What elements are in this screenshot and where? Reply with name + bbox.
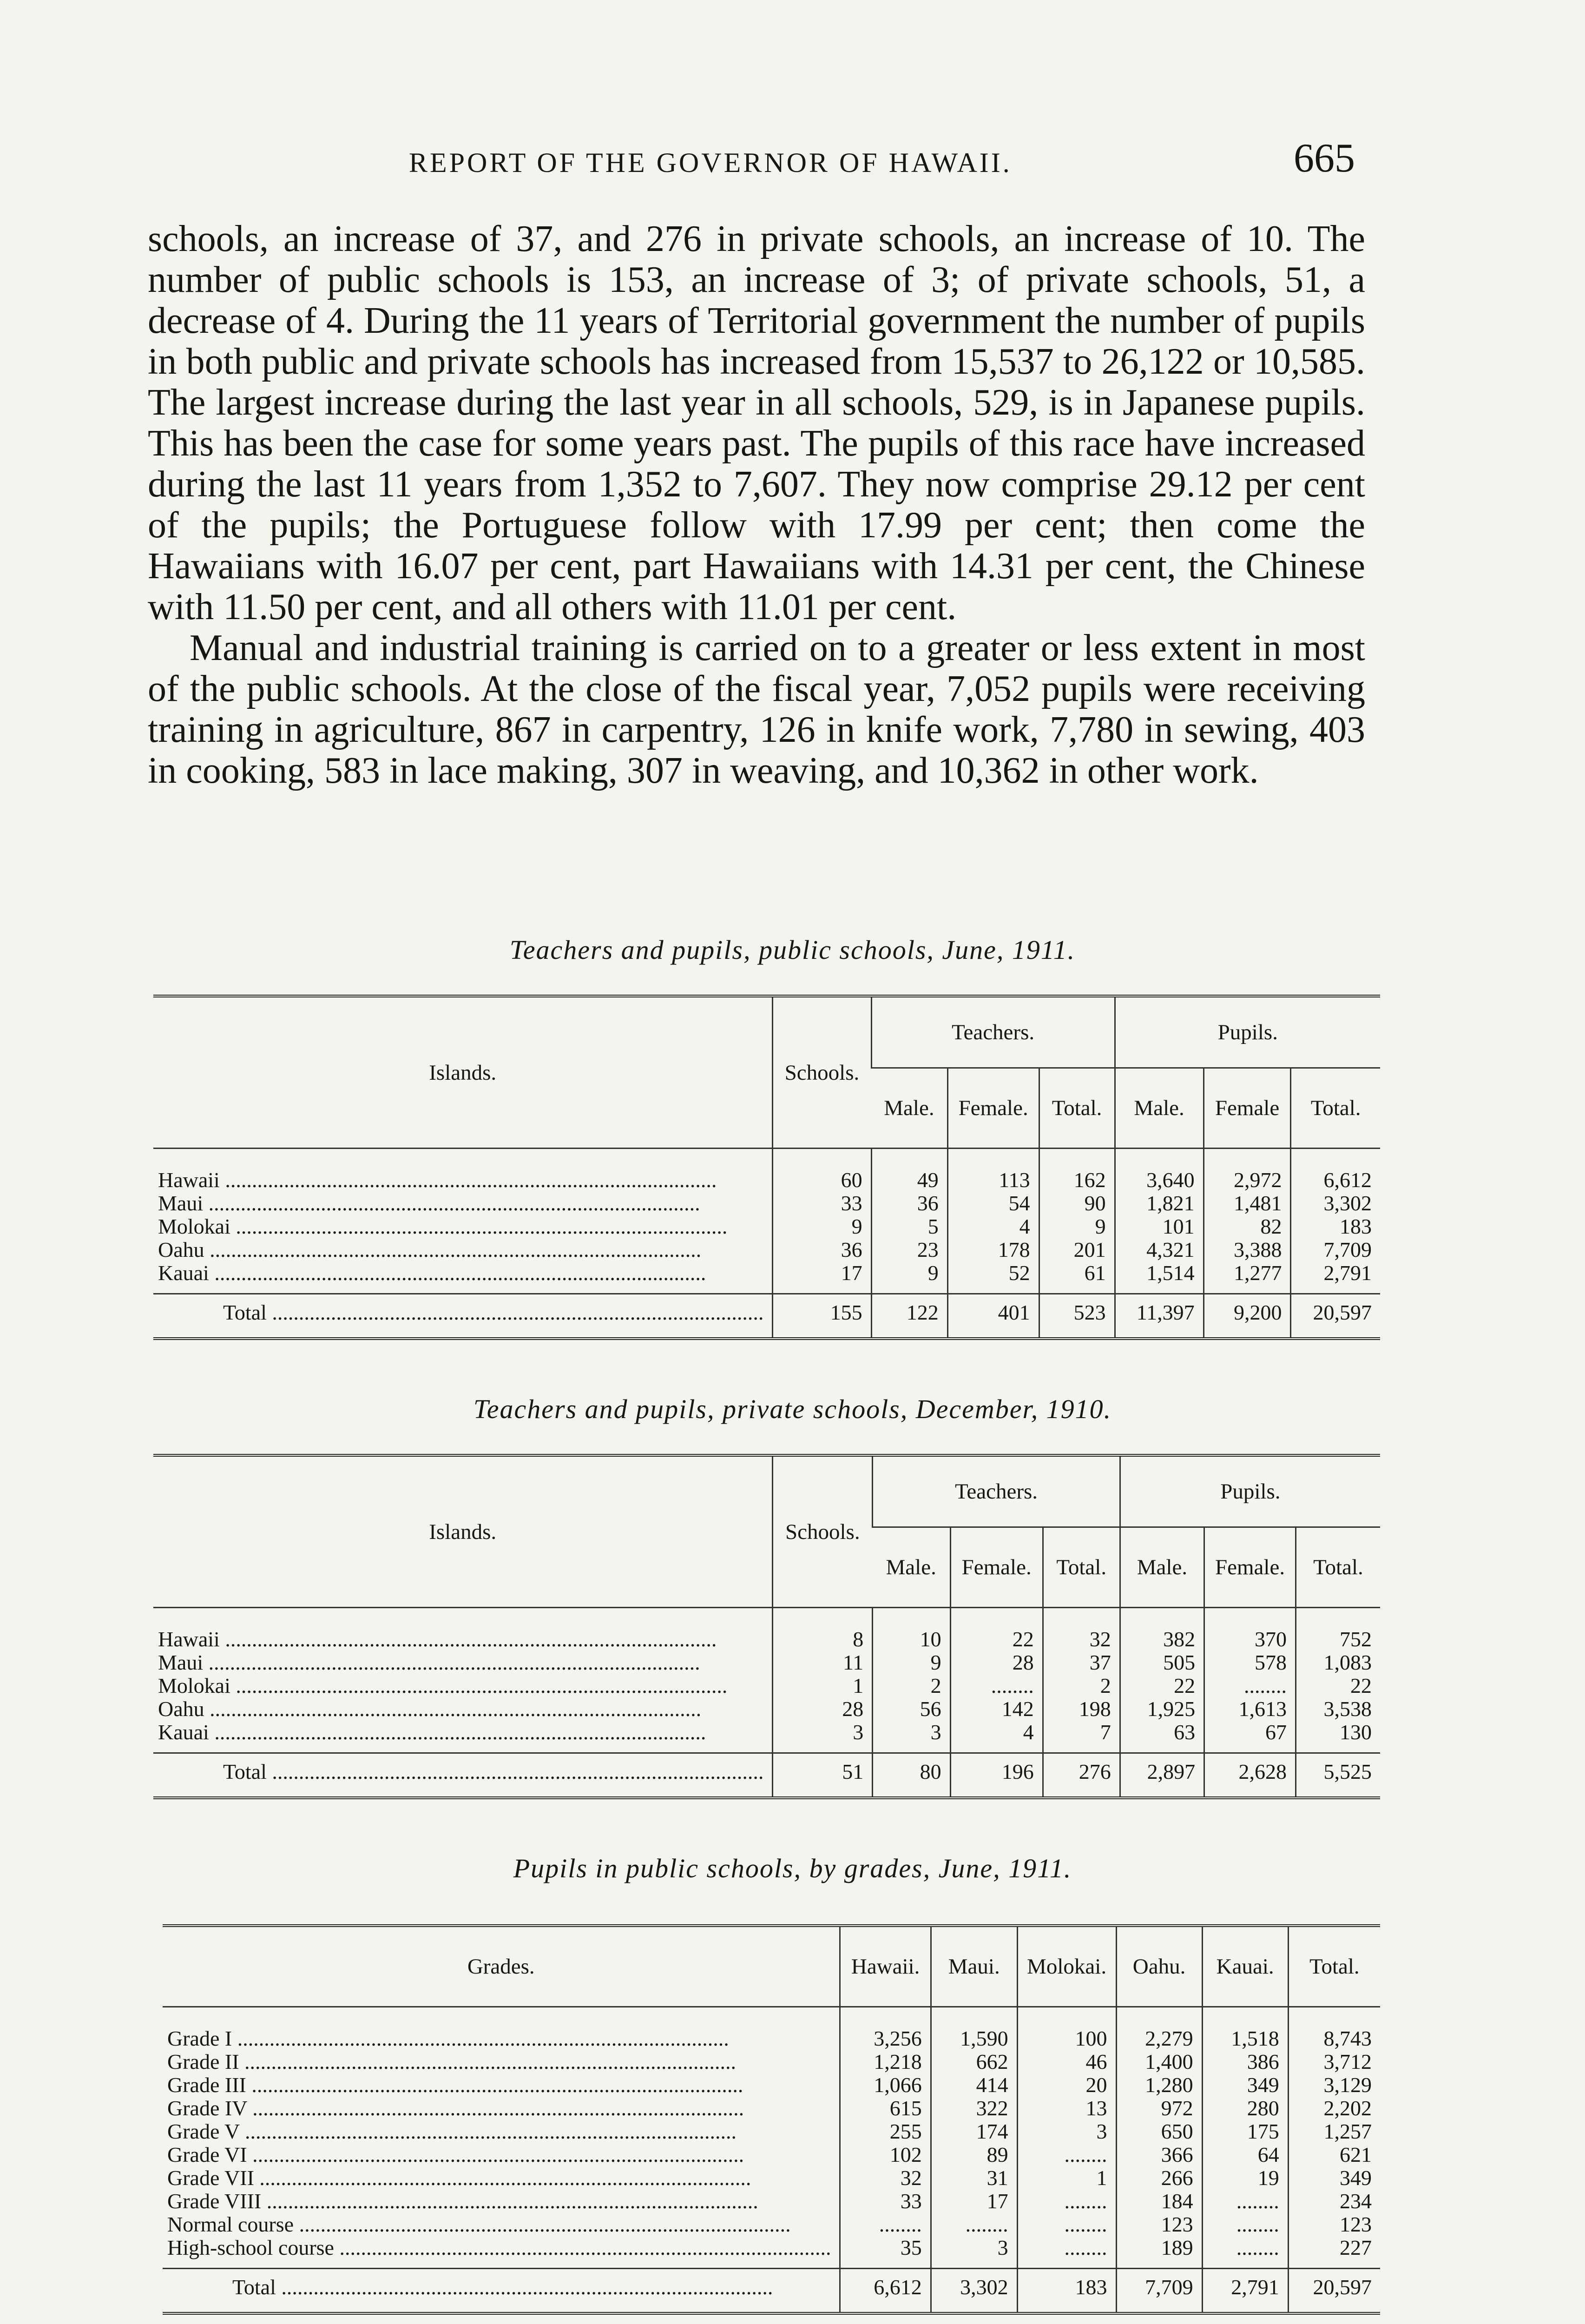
cell-hawaii: 1,218 bbox=[840, 2050, 931, 2073]
row-label bbox=[153, 1149, 773, 1192]
row-label-text: Grade III ..... bbox=[167, 2073, 831, 2097]
cell-p_total: 3,302 bbox=[1291, 1192, 1380, 1215]
header-grades: Grades. bbox=[163, 1926, 840, 2007]
total-maui: 3,302 bbox=[931, 2269, 1017, 2314]
cell-t_female: 142 bbox=[950, 1697, 1043, 1721]
cell-total: 8,743 bbox=[1288, 2007, 1380, 2051]
header-teachers-female: Female. bbox=[950, 1527, 1043, 1608]
cell-kauai: 349 bbox=[1202, 2073, 1288, 2097]
row-label-text: Grade VII ..... bbox=[167, 2166, 831, 2190]
row-label bbox=[163, 2097, 840, 2120]
cell-total: 2,202 bbox=[1288, 2097, 1380, 2120]
row-label bbox=[153, 1674, 773, 1697]
total-label bbox=[153, 1294, 773, 1339]
cell-total: 621 bbox=[1288, 2143, 1380, 2166]
table-row bbox=[163, 2007, 1380, 2051]
cell-oahu: 266 bbox=[1116, 2166, 1202, 2190]
table-row bbox=[163, 2166, 1380, 2190]
running-head: REPORT OF THE GOVERNOR OF HAWAII. bbox=[409, 147, 1012, 178]
cell-total: 234 bbox=[1288, 2190, 1380, 2213]
table-row bbox=[163, 2236, 1380, 2269]
cell-maui: 3 bbox=[931, 2236, 1017, 2269]
cell-maui: 414 bbox=[931, 2073, 1017, 2097]
cell-p_male: 1,821 bbox=[1115, 1192, 1204, 1215]
cell-hawaii: ........ bbox=[840, 2213, 931, 2236]
header-maui: Maui. bbox=[931, 1926, 1017, 2007]
cell-schools: 60 bbox=[773, 1149, 871, 1192]
total-t_female: 196 bbox=[950, 1753, 1043, 1798]
cell-schools: 9 bbox=[773, 1215, 871, 1238]
cell-t_total: 2 bbox=[1043, 1674, 1120, 1697]
cell-p_total: 7,709 bbox=[1291, 1238, 1380, 1261]
cell-maui: 174 bbox=[931, 2120, 1017, 2143]
cell-maui: 322 bbox=[931, 2097, 1017, 2120]
table-row bbox=[163, 2050, 1380, 2073]
paragraph-1: schools, an increase of 37, and 276 in private schools, an increase of 10. The number of public schools is 153, an increase of 3; of private schools, 51, a decrease of 4. During the 11 years of Territorial government the number of pupils in both public and private schools has increased from 15,537 to 26,122 or 10,585. The largest increase during the last year in all schools, 529, is in Japanese pupils. This has been the case for some years past. The pupils of this race have increased during the last 11 years from 1,352 to 7,607. They now comprise 29.12 per cent of the pupils; the Portuguese follow with 17.99 per cent; then come the Hawaiians with 16.07 per cent, part Hawaiians with 14.31 per cent, the Chinese with 11.50 per cent, and all others with 11.01 per cent. bbox=[148, 218, 1365, 627]
total-label bbox=[153, 1753, 773, 1798]
table-row bbox=[153, 1192, 1380, 1215]
table-row bbox=[153, 1697, 1380, 1721]
cell-t_total: 90 bbox=[1039, 1192, 1115, 1215]
cell-schools: 17 bbox=[773, 1261, 871, 1294]
total-label-text: Total ..... bbox=[232, 2276, 831, 2299]
cell-total: 123 bbox=[1288, 2213, 1380, 2236]
table-row bbox=[153, 1721, 1380, 1753]
row-label-text: Grade II ..... bbox=[167, 2050, 831, 2073]
cell-oahu: 972 bbox=[1116, 2097, 1202, 2120]
table-row bbox=[153, 1608, 1380, 1651]
cell-schools: 28 bbox=[773, 1697, 873, 1721]
cell-hawaii: 33 bbox=[840, 2190, 931, 2213]
row-label-text: Grade VI ..... bbox=[167, 2143, 831, 2166]
total-kauai: 2,791 bbox=[1202, 2269, 1288, 2314]
cell-molokai: 20 bbox=[1017, 2073, 1116, 2097]
cell-schools: 11 bbox=[773, 1651, 873, 1674]
cell-t_male: 36 bbox=[871, 1192, 947, 1215]
row-label-text: Hawaii ..... bbox=[158, 1628, 763, 1651]
total-t_male: 122 bbox=[871, 1294, 947, 1339]
total-row bbox=[163, 2269, 1380, 2314]
cell-t_male: 10 bbox=[873, 1608, 950, 1651]
cell-p_male: 63 bbox=[1120, 1721, 1204, 1753]
cell-p_female: 67 bbox=[1204, 1721, 1296, 1753]
cell-schools: 1 bbox=[773, 1674, 873, 1697]
cell-maui: 1,590 bbox=[931, 2007, 1017, 2051]
row-label bbox=[153, 1215, 773, 1238]
cell-oahu: 650 bbox=[1116, 2120, 1202, 2143]
cell-t_total: 7 bbox=[1043, 1721, 1120, 1753]
header-molokai: Molokai. bbox=[1017, 1926, 1116, 2007]
header-pupils-total: Total. bbox=[1291, 1068, 1380, 1149]
total-row bbox=[153, 1753, 1380, 1798]
total-p_total: 20,597 bbox=[1291, 1294, 1380, 1339]
table-row bbox=[153, 1651, 1380, 1674]
table-row bbox=[163, 2120, 1380, 2143]
cell-kauai: 280 bbox=[1202, 2097, 1288, 2120]
cell-p_female: 2,972 bbox=[1204, 1149, 1291, 1192]
row-label-text: Maui ..... bbox=[158, 1651, 763, 1674]
cell-oahu: 1,280 bbox=[1116, 2073, 1202, 2097]
cell-molokai: 3 bbox=[1017, 2120, 1116, 2143]
row-label-text: Grade I ..... bbox=[167, 2027, 831, 2050]
cell-kauai: 175 bbox=[1202, 2120, 1288, 2143]
cell-maui: ........ bbox=[931, 2213, 1017, 2236]
row-label-text: Oahu ..... bbox=[158, 1697, 763, 1721]
cell-hawaii: 1,066 bbox=[840, 2073, 931, 2097]
cell-p_female: 578 bbox=[1204, 1651, 1296, 1674]
cell-p_total: 183 bbox=[1291, 1215, 1380, 1238]
header-islands: Islands. bbox=[153, 996, 773, 1149]
row-label bbox=[163, 2190, 840, 2213]
row-label bbox=[153, 1238, 773, 1261]
page-number: 665 bbox=[1294, 136, 1355, 181]
grades-table bbox=[163, 1924, 1380, 2315]
cell-molokai: 100 bbox=[1017, 2007, 1116, 2051]
cell-schools: 36 bbox=[773, 1238, 871, 1261]
row-label-text: Molokai ..... bbox=[158, 1215, 763, 1238]
header-teachers-total: Total. bbox=[1039, 1068, 1115, 1149]
table-row bbox=[163, 2143, 1380, 2166]
total-t_female: 401 bbox=[947, 1294, 1039, 1339]
row-label-text: High-school course ..... bbox=[167, 2236, 831, 2259]
total-t_total: 523 bbox=[1039, 1294, 1115, 1339]
header-teachers: Teachers. bbox=[873, 1455, 1120, 1527]
header-schools: Schools. bbox=[773, 1455, 873, 1608]
cell-p_female: 3,388 bbox=[1204, 1238, 1291, 1261]
cell-t_male: 49 bbox=[871, 1149, 947, 1192]
cell-kauai: ........ bbox=[1202, 2213, 1288, 2236]
cell-p_female: 1,277 bbox=[1204, 1261, 1291, 1294]
row-label-text: Normal course ..... bbox=[167, 2213, 831, 2236]
cell-p_total: 1,083 bbox=[1296, 1651, 1380, 1674]
cell-p_total: 22 bbox=[1296, 1674, 1380, 1697]
cell-oahu: 1,400 bbox=[1116, 2050, 1202, 2073]
table-row bbox=[163, 2213, 1380, 2236]
cell-total: 3,712 bbox=[1288, 2050, 1380, 2073]
header-pupils-female: Female. bbox=[1204, 1527, 1296, 1608]
total-t_male: 80 bbox=[873, 1753, 950, 1798]
header-teachers-female: Female. bbox=[947, 1068, 1039, 1149]
cell-total: 3,129 bbox=[1288, 2073, 1380, 2097]
cell-t_total: 162 bbox=[1039, 1149, 1115, 1192]
header-teachers-male: Male. bbox=[871, 1068, 947, 1149]
total-p_male: 2,897 bbox=[1120, 1753, 1204, 1798]
table3-title: Pupils in public schools, by grades, June, 1911. bbox=[513, 1853, 1072, 1883]
cell-t_female: ........ bbox=[950, 1674, 1043, 1697]
cell-p_female: ........ bbox=[1204, 1674, 1296, 1697]
row-label-text: Maui ..... bbox=[158, 1192, 763, 1215]
row-label bbox=[153, 1261, 773, 1294]
cell-p_male: 1,925 bbox=[1120, 1697, 1204, 1721]
cell-t_male: 23 bbox=[871, 1238, 947, 1261]
table-row bbox=[153, 1149, 1380, 1192]
row-label bbox=[153, 1192, 773, 1215]
cell-schools: 33 bbox=[773, 1192, 871, 1215]
row-label bbox=[163, 2073, 840, 2097]
body-text bbox=[148, 218, 1365, 791]
total-hawaii: 6,612 bbox=[840, 2269, 931, 2314]
cell-p_male: 505 bbox=[1120, 1651, 1204, 1674]
cell-hawaii: 102 bbox=[840, 2143, 931, 2166]
row-label bbox=[163, 2236, 840, 2269]
header-pupils-male: Male. bbox=[1120, 1527, 1204, 1608]
cell-kauai: 386 bbox=[1202, 2050, 1288, 2073]
cell-kauai: ........ bbox=[1202, 2190, 1288, 2213]
cell-p_female: 370 bbox=[1204, 1608, 1296, 1651]
cell-t_female: 113 bbox=[947, 1149, 1039, 1192]
cell-total: 1,257 bbox=[1288, 2120, 1380, 2143]
total-oahu: 7,709 bbox=[1116, 2269, 1202, 2314]
cell-t_female: 28 bbox=[950, 1651, 1043, 1674]
header-pupils: Pupils. bbox=[1120, 1455, 1380, 1527]
header-pupils-female: Female bbox=[1204, 1068, 1291, 1149]
cell-hawaii: 35 bbox=[840, 2236, 931, 2269]
cell-p_male: 4,321 bbox=[1115, 1238, 1204, 1261]
cell-p_total: 2,791 bbox=[1291, 1261, 1380, 1294]
cell-molokai: ........ bbox=[1017, 2236, 1116, 2269]
total-total: 20,597 bbox=[1288, 2269, 1380, 2314]
cell-maui: 89 bbox=[931, 2143, 1017, 2166]
row-label-text: Kauai ..... bbox=[158, 1721, 763, 1744]
cell-p_male: 3,640 bbox=[1115, 1149, 1204, 1192]
table-row bbox=[153, 1674, 1380, 1697]
row-label-text: Molokai ..... bbox=[158, 1674, 763, 1697]
cell-molokai: ........ bbox=[1017, 2190, 1116, 2213]
row-label bbox=[163, 2050, 840, 2073]
cell-t_female: 22 bbox=[950, 1608, 1043, 1651]
header-teachers-total: Total. bbox=[1043, 1527, 1120, 1608]
cell-t_male: 2 bbox=[873, 1674, 950, 1697]
cell-t_total: 32 bbox=[1043, 1608, 1120, 1651]
total-schools: 51 bbox=[773, 1753, 873, 1798]
cell-oahu: 184 bbox=[1116, 2190, 1202, 2213]
row-label bbox=[163, 2143, 840, 2166]
table-row bbox=[163, 2073, 1380, 2097]
cell-oahu: 366 bbox=[1116, 2143, 1202, 2166]
cell-hawaii: 615 bbox=[840, 2097, 931, 2120]
cell-molokai: 46 bbox=[1017, 2050, 1116, 2073]
cell-t_male: 9 bbox=[871, 1261, 947, 1294]
row-label-text: Grade V ..... bbox=[167, 2120, 831, 2143]
cell-p_total: 752 bbox=[1296, 1608, 1380, 1651]
cell-hawaii: 3,256 bbox=[840, 2007, 931, 2051]
cell-maui: 31 bbox=[931, 2166, 1017, 2190]
total-label-text: Total ..... bbox=[223, 1301, 763, 1324]
cell-hawaii: 32 bbox=[840, 2166, 931, 2190]
cell-t_total: 9 bbox=[1039, 1215, 1115, 1238]
cell-t_total: 198 bbox=[1043, 1697, 1120, 1721]
total-schools: 155 bbox=[773, 1294, 871, 1339]
cell-oahu: 2,279 bbox=[1116, 2007, 1202, 2051]
row-label bbox=[163, 2166, 840, 2190]
cell-oahu: 123 bbox=[1116, 2213, 1202, 2236]
cell-schools: 8 bbox=[773, 1608, 873, 1651]
total-p_female: 2,628 bbox=[1204, 1753, 1296, 1798]
cell-t_total: 61 bbox=[1039, 1261, 1115, 1294]
cell-molokai: 13 bbox=[1017, 2097, 1116, 2120]
cell-t_female: 4 bbox=[947, 1215, 1039, 1238]
table-row bbox=[153, 1261, 1380, 1294]
table-row bbox=[153, 1238, 1380, 1261]
cell-p_male: 1,514 bbox=[1115, 1261, 1204, 1294]
row-label bbox=[163, 2007, 840, 2051]
row-label-text: Oahu ..... bbox=[158, 1238, 763, 1261]
cell-p_male: 22 bbox=[1120, 1674, 1204, 1697]
cell-total: 349 bbox=[1288, 2166, 1380, 2190]
cell-schools: 3 bbox=[773, 1721, 873, 1753]
total-p_male: 11,397 bbox=[1115, 1294, 1204, 1339]
header-teachers-male: Male. bbox=[873, 1527, 950, 1608]
header-oahu: Oahu. bbox=[1116, 1926, 1202, 2007]
cell-t_male: 5 bbox=[871, 1215, 947, 1238]
cell-t_total: 37 bbox=[1043, 1651, 1120, 1674]
cell-p_female: 82 bbox=[1204, 1215, 1291, 1238]
row-label-text: Grade IV ..... bbox=[167, 2097, 831, 2120]
header-teachers: Teachers. bbox=[871, 996, 1115, 1068]
table-row bbox=[163, 2190, 1380, 2213]
cell-hawaii: 255 bbox=[840, 2120, 931, 2143]
cell-molokai: ........ bbox=[1017, 2143, 1116, 2166]
private-schools-table bbox=[153, 1454, 1380, 1799]
cell-molokai: 1 bbox=[1017, 2166, 1116, 2190]
table-row bbox=[153, 1215, 1380, 1238]
page-header bbox=[0, 135, 1585, 186]
header-hawaii: Hawaii. bbox=[840, 1926, 931, 2007]
table1-title: Teachers and pupils, public schools, June, 1911. bbox=[509, 935, 1076, 965]
cell-p_total: 130 bbox=[1296, 1721, 1380, 1753]
total-label bbox=[163, 2269, 840, 2314]
cell-t_female: 4 bbox=[950, 1721, 1043, 1753]
cell-oahu: 189 bbox=[1116, 2236, 1202, 2269]
total-row bbox=[153, 1294, 1380, 1339]
row-label-text: Grade VIII ..... bbox=[167, 2190, 831, 2213]
paragraph-2: Manual and industrial training is carried on to a greater or less extent in most of the public schools. At the close of the fiscal year, 7,052 pupils were receiving training in agriculture, 867 in carpentry, 126 in knife work, 7,780 in sewing, 403 in cooking, 583 in lace making, 307 in weaving, and 10,362 in other work. bbox=[148, 627, 1365, 791]
cell-t_female: 54 bbox=[947, 1192, 1039, 1215]
public-schools-table bbox=[153, 995, 1380, 1340]
row-label bbox=[163, 2213, 840, 2236]
total-p_total: 5,525 bbox=[1296, 1753, 1380, 1798]
row-label bbox=[153, 1651, 773, 1674]
header-total: Total. bbox=[1288, 1926, 1380, 2007]
cell-p_female: 1,613 bbox=[1204, 1697, 1296, 1721]
cell-p_female: 1,481 bbox=[1204, 1192, 1291, 1215]
cell-t_male: 3 bbox=[873, 1721, 950, 1753]
cell-t_male: 9 bbox=[873, 1651, 950, 1674]
header-schools: Schools. bbox=[773, 996, 871, 1149]
header-kauai: Kauai. bbox=[1202, 1926, 1288, 2007]
cell-maui: 662 bbox=[931, 2050, 1017, 2073]
total-molokai: 183 bbox=[1017, 2269, 1116, 2314]
header-islands: Islands. bbox=[153, 1455, 773, 1608]
table2-title: Teachers and pupils, private schools, December, 1910. bbox=[473, 1394, 1112, 1424]
cell-kauai: 19 bbox=[1202, 2166, 1288, 2190]
total-label-text: Total ..... bbox=[223, 1760, 763, 1783]
cell-p_total: 6,612 bbox=[1291, 1149, 1380, 1192]
row-label-text: Hawaii ..... bbox=[158, 1169, 763, 1192]
header-pupils: Pupils. bbox=[1115, 996, 1380, 1068]
cell-kauai: 1,518 bbox=[1202, 2007, 1288, 2051]
cell-p_male: 382 bbox=[1120, 1608, 1204, 1651]
cell-kauai: 64 bbox=[1202, 2143, 1288, 2166]
table-row bbox=[163, 2097, 1380, 2120]
cell-maui: 17 bbox=[931, 2190, 1017, 2213]
cell-t_total: 201 bbox=[1039, 1238, 1115, 1261]
cell-t_male: 56 bbox=[873, 1697, 950, 1721]
total-t_total: 276 bbox=[1043, 1753, 1120, 1798]
header-pupils-total: Total. bbox=[1296, 1527, 1380, 1608]
header-pupils-male: Male. bbox=[1115, 1068, 1204, 1149]
row-label bbox=[163, 2120, 840, 2143]
cell-p_male: 101 bbox=[1115, 1215, 1204, 1238]
cell-kauai: ........ bbox=[1202, 2236, 1288, 2269]
total-p_female: 9,200 bbox=[1204, 1294, 1291, 1339]
row-label-text: Kauai ..... bbox=[158, 1261, 763, 1285]
row-label bbox=[153, 1721, 773, 1753]
cell-t_female: 52 bbox=[947, 1261, 1039, 1294]
cell-molokai: ........ bbox=[1017, 2213, 1116, 2236]
cell-total: 227 bbox=[1288, 2236, 1380, 2269]
row-label bbox=[153, 1697, 773, 1721]
row-label bbox=[153, 1608, 773, 1651]
cell-p_total: 3,538 bbox=[1296, 1697, 1380, 1721]
cell-t_female: 178 bbox=[947, 1238, 1039, 1261]
